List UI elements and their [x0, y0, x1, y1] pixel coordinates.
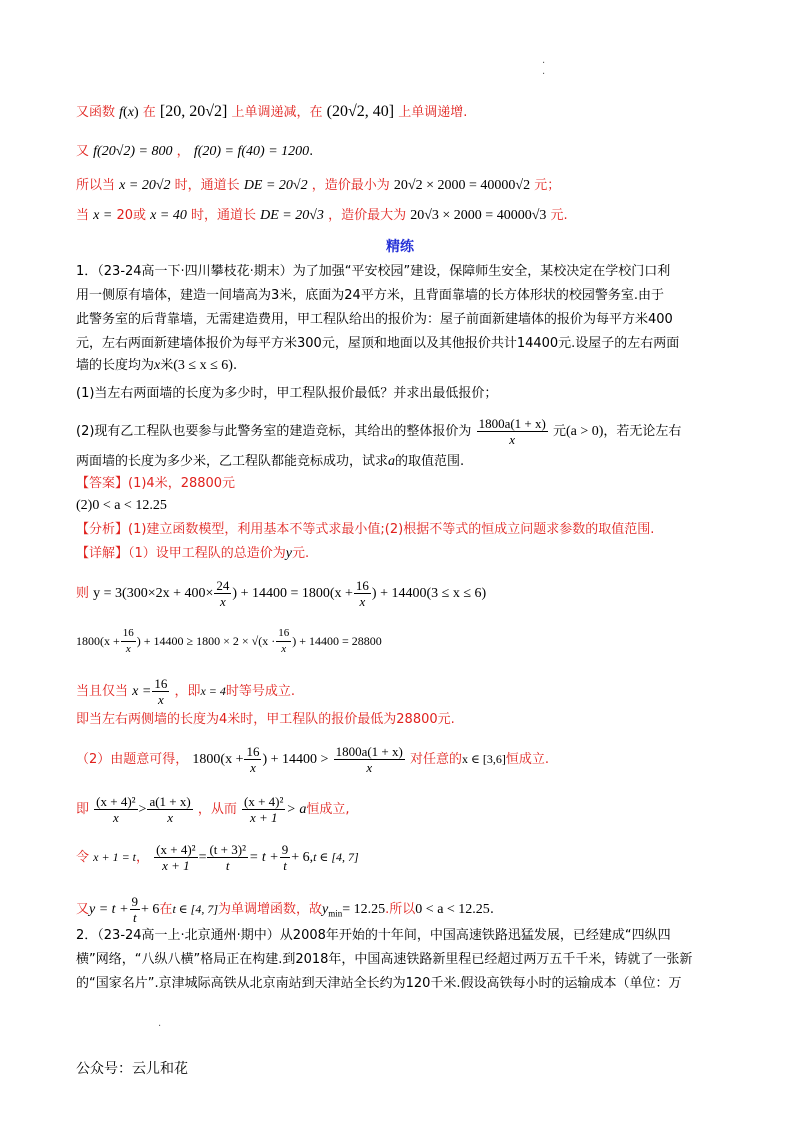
mark-dot: . [158, 1018, 162, 1029]
mark-dot: . [542, 55, 546, 66]
detail-line-inequality: 即 $\frac{\text{(x + 4)²}}{x}$ > $\frac{a(1 + x)}{x}$ ，从而 $\frac{\text{(x + 4)²}}{x + 1}$ > a恒成立, [76, 794, 350, 825]
question-2: (2)现有乙工程队也要参与此警务室的建造竞标，其给出的整体报价为 $\frac{1800a(1 + x)}{x}$ 元(a > 0)，若无论左右 [76, 416, 682, 447]
detail-line-final: 又y = t + $\frac{9}{t}$ + 6在t ∈ [4, 7]为单调增函数，故$y_{min}= 12.25$.所以0 < a < 12.25. [76, 894, 494, 925]
solution-line-1: 又函数 f(x) 在 [20, 20√2] 上单调递减，在 (20√2, 40] 上单调递增. [76, 103, 468, 120]
question-2-line-2: 两面墙的长度为多少米，乙工程队都能竞标成功，试求a的取值范围. [76, 454, 465, 469]
problem-1-line-3: 此警务室的后背靠墙，无需建造费用，甲工程队给出的报价为：屋子前面新建墙体的报价为每平方米400 [76, 312, 673, 327]
problem-1-line-1: 1．（23-24高一下·四川攀枝花·期末）为了加强“平安校园”建设，保障师生安全，某校决定在学校门口利 [76, 264, 671, 279]
problem-2-line-2: 横”网络，“八纵八横”格局正在构建.到2018年，中国高速铁路新里程已经超过两万五千千米，铸就了一张新 [76, 952, 693, 967]
detail-line-equality: 当且仅当 x = $\frac{16}{x}$ ，即x = 4时等号成立. [76, 676, 296, 707]
solution-line-3: 所以当 x = 20√2 时，通道长 DE = 20√2 ，造价最小为 20√2 × 2000 = 40000√2 元； [76, 178, 561, 193]
question-1: (1)当左右两面墙的长度为多少时，甲工程队报价最低？并求出最低报价； [76, 386, 498, 401]
problem-1-line-5: 墙的长度均为x米(3 ≤ x ≤ 6). [76, 358, 238, 373]
answer-line-1: 【答案】(1)4米，28800元 [76, 476, 236, 491]
detail-line-substitution: 令 x + 1 = t， $\frac{\text{(x + 4)²}}{x + 1}$ = $\frac{\text{(t + 3)²}}{t}$ = t + $\frac{9}{t}$ + 6,t ∈ [4, 7] [76, 842, 359, 873]
problem-2-line-3: 的“国家名片”.京津城际高铁从北京南站到天津站全长约为120千米.假设高铁每小时的运输成本（单位：万 [76, 976, 682, 991]
footer-label: 公众号：云儿和花 [76, 1061, 188, 1077]
answer-line-2: (2)0 < a < 12.25 [76, 498, 167, 513]
solution-line-2: 又 f(20√2) = 800 ， f(20) = f(40) = 1200. [76, 144, 314, 159]
detail-equation-2: 1800(x + $\frac{16}{x}$ ) + 14400 ≥ 1800 × 2 × √(x · $\frac{16}{x}$ ) + 14400 = 28800 [76, 627, 382, 655]
detail-equation-1: 则 y = 3(300×2x + 400× $\frac{24}{x}$ ) + 14400 = 1800(x + $\frac{16}{x}$ ) + 14400(3 ≤ x ≤ 6) [76, 578, 487, 609]
mark-dot: . [542, 66, 546, 77]
detail-line-1: 【详解】（1）设甲工程队的总造价为y元. [76, 546, 310, 561]
detail-line-part-2: （2）由题意可得， 1800(x + $\frac{16}{x}$ ) + 14400 > $\frac{1800a(1 + x)}{x}$ 对任意的x ∈ [3,6]恒成立. [76, 744, 550, 775]
detail-line-conclusion-1: 即当左右两侧墙的长度为4米时，甲工程队的报价最低为28800元. [76, 712, 455, 727]
problem-1-line-2: 用一侧原有墙体，建造一间墙高为3米，底面为24平方米，且背面靠墙的长方体形状的校园警务室.由于 [76, 288, 664, 303]
problem-1-line-4: 元，左右两面新建墙体报价为每平方米300元，屋顶和地面以及其他报价共计14400元.设屋子的左右两面 [76, 336, 680, 351]
fraction: $\frac{1800a(1 + x)}{x}$ [478, 416, 546, 447]
solution-line-4: 当 x = 20或 x = 40 时，通道长 DE = 20√3 ，造价最大为 20√3 × 2000 = 40000√3 元. [76, 208, 568, 223]
analysis-line: 【分析】(1)建立函数模型，利用基本不等式求最小值;(2)根据不等式的恒成立问题求参数的取值范围. [76, 522, 655, 537]
problem-2-line-1: 2．（23-24高一上·北京通州·期中）从2008年开始的十年间，中国高速铁路迅猛发展，已经建成“四纵四 [76, 928, 671, 943]
section-title: 精练 [386, 239, 414, 255]
